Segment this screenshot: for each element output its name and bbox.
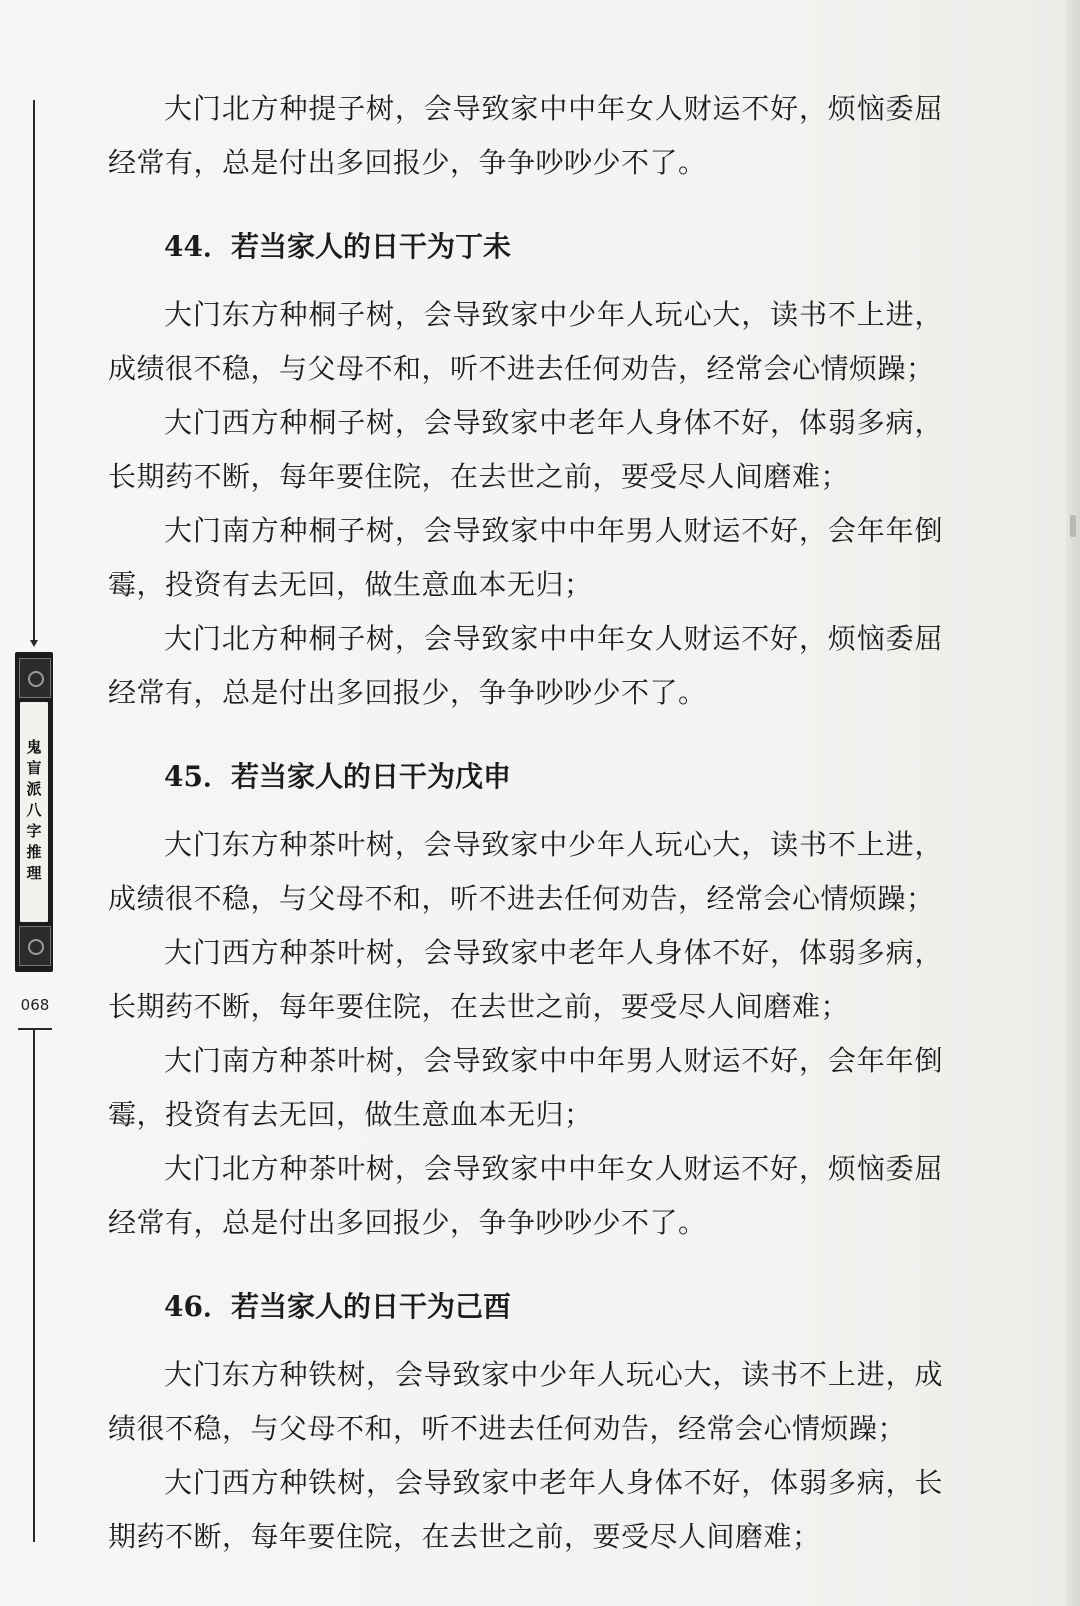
- margin-rule-bottom: [33, 1030, 35, 1542]
- page-edge-tab: [1070, 515, 1076, 537]
- paragraph: 大门东方种铁树，会导致家中少年人玩心大，读书不上进，成绩很不稳，与父母不和，听不进去任何劝告，经常会心情烦躁；: [108, 1358, 943, 1445]
- section-46: [108, 1280, 943, 1564]
- book-title-banner: [15, 652, 53, 972]
- paragraph: 大门北方种茶叶树，会导致家中中年女人财运不好，烦恼委屈经常有，总是付出多回报少，争争吵吵少不了。: [108, 1152, 943, 1239]
- section-45: [108, 750, 943, 1250]
- paragraph: 大门南方种茶叶树，会导致家中中年男人财运不好，会年年倒霉，投资有去无回，做生意血本无归；: [108, 1044, 943, 1131]
- page-number: 068: [20, 996, 50, 1014]
- book-title: 鬼盲派八字推理: [24, 738, 43, 886]
- section-heading: 44．若当家人的日干为丁未: [164, 230, 511, 263]
- paragraph: 大门东方种桐子树，会导致家中少年人玩心大，读书不上进，成绩很不稳，与父母不和，听不进去任何劝告，经常会心情烦躁；: [108, 298, 943, 385]
- paragraph: 大门西方种桐子树，会导致家中老年人身体不好，体弱多病，长期药不断，每年要住院，在去世之前，要受尽人间磨难；: [108, 406, 943, 493]
- banner-inner: [20, 702, 48, 922]
- section-heading: 45．若当家人的日干为戊申: [164, 760, 511, 793]
- banner-ornament-top: [19, 658, 51, 698]
- margin-rule-top: [33, 100, 35, 645]
- section-44: [108, 220, 943, 720]
- paragraph: 大门西方种铁树，会导致家中老年人身体不好，体弱多病，长期药不断，每年要住院，在去世之前，要受尽人间磨难；: [108, 1466, 943, 1553]
- paragraph: 大门东方种茶叶树，会导致家中少年人玩心大，读书不上进，成绩很不稳，与父母不和，听不进去任何劝告，经常会心情烦躁；: [108, 828, 943, 915]
- page-edge-shadow: [1066, 0, 1080, 1606]
- page-content: [108, 82, 943, 1564]
- banner-ornament-bottom: [19, 926, 51, 966]
- intro-paragraph: 大门北方种提子树，会导致家中中年女人财运不好，烦恼委屈经常有，总是付出多回报少，争争吵吵少不了。: [108, 92, 943, 179]
- margin-arrow: [30, 640, 38, 647]
- margin-tick: [18, 1028, 52, 1030]
- section-heading: 46．若当家人的日干为己酉: [164, 1290, 511, 1323]
- paragraph: 大门北方种桐子树，会导致家中中年女人财运不好，烦恼委屈经常有，总是付出多回报少，争争吵吵少不了。: [108, 622, 943, 709]
- paragraph: 大门南方种桐子树，会导致家中中年男人财运不好，会年年倒霉，投资有去无回，做生意血本无归；: [108, 514, 943, 601]
- paragraph: 大门西方种茶叶树，会导致家中老年人身体不好，体弱多病，长期药不断，每年要住院，在去世之前，要受尽人间磨难；: [108, 936, 943, 1023]
